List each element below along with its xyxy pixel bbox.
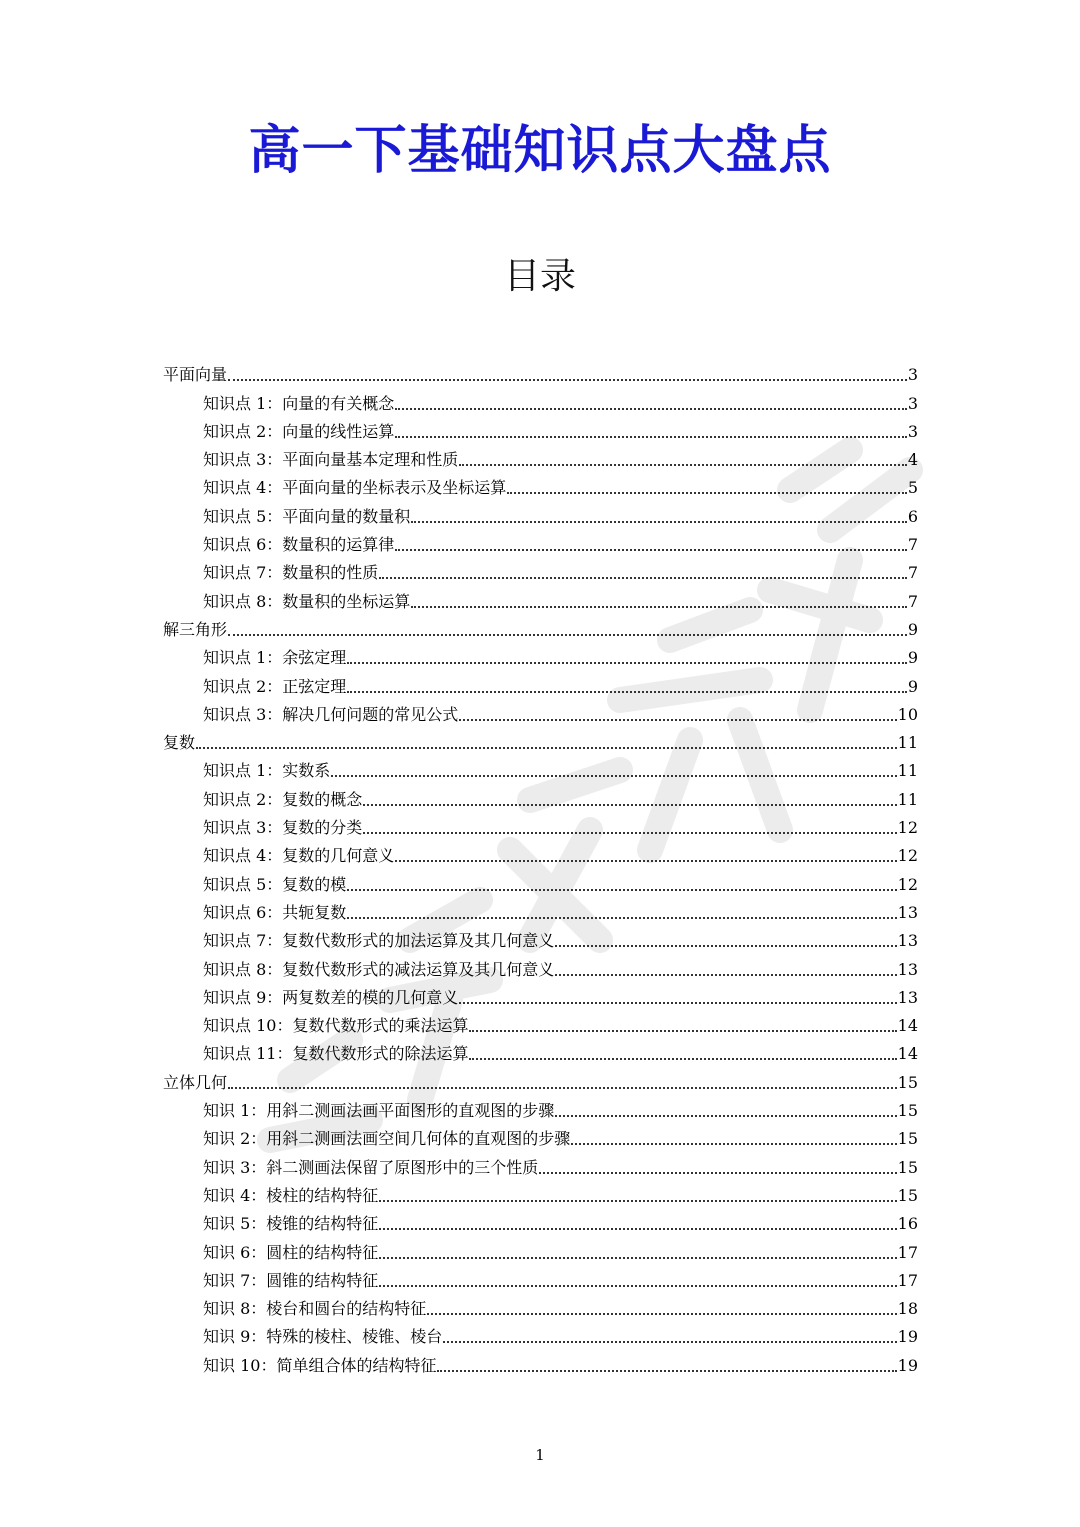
toc-entry-label: 知识点 5：平面向量的数量积 xyxy=(203,506,411,526)
toc-entry-label: 知识点 8：复数代数形式的减法运算及其几何意义 xyxy=(203,959,555,979)
toc-subsection-entry[interactable] xyxy=(163,470,918,498)
toc-subsection-entry[interactable] xyxy=(163,1206,918,1234)
toc-dot-leader xyxy=(379,1200,896,1202)
toc-dot-leader xyxy=(395,436,907,438)
toc-dot-leader xyxy=(437,1370,896,1372)
toc-dot-leader xyxy=(411,606,907,608)
toc-section-entry[interactable] xyxy=(163,357,918,385)
toc-entry-label: 复数 xyxy=(163,733,196,753)
toc-section-entry[interactable] xyxy=(163,725,918,753)
toc-subsection-entry[interactable] xyxy=(163,923,918,951)
toc-entry-label: 知识 1：用斜二测画法画平面图形的直观图的步骤 xyxy=(203,1101,555,1121)
toc-entry-label: 知识点 2：向量的线性运算 xyxy=(203,421,395,441)
toc-subsection-entry[interactable] xyxy=(163,753,918,781)
toc-subsection-entry[interactable] xyxy=(163,1347,918,1375)
toc-entry-page: 4 xyxy=(907,450,918,470)
toc-entry-label: 立体几何 xyxy=(163,1072,228,1092)
toc-entry-label: 知识 7：圆锥的结构特征 xyxy=(203,1270,379,1290)
toc-entry-label: 知识点 7：复数代数形式的加法运算及其几何意义 xyxy=(203,931,555,951)
toc-entry-label: 知识 8：棱台和圆台的结构特征 xyxy=(203,1299,427,1319)
toc-dot-leader xyxy=(395,860,896,862)
toc-subsection-entry[interactable] xyxy=(163,385,918,413)
toc-subsection-entry[interactable] xyxy=(163,442,918,470)
toc-entry-page: 14 xyxy=(897,1016,918,1036)
toc-subsection-entry[interactable] xyxy=(163,1263,918,1291)
toc-entry-label: 知识 10：简单组合体的结构特征 xyxy=(203,1355,437,1375)
toc-entry-page: 7 xyxy=(907,563,918,583)
toc-entry-label: 知识点 11：复数代数形式的除法运算 xyxy=(203,1044,469,1064)
table-of-contents xyxy=(163,357,918,1376)
toc-entry-label: 知识点 1：向量的有关概念 xyxy=(203,393,395,413)
toc-entry-page: 18 xyxy=(897,1299,918,1319)
toc-entry-label: 解三角形 xyxy=(163,619,228,639)
toc-entry-label: 知识点 3：平面向量基本定理和性质 xyxy=(203,450,459,470)
toc-dot-leader xyxy=(363,804,896,806)
toc-dot-leader xyxy=(379,1285,896,1287)
toc-subsection-entry[interactable] xyxy=(163,498,918,526)
toc-entry-label: 知识 5：棱锥的结构特征 xyxy=(203,1214,379,1234)
toc-subsection-entry[interactable] xyxy=(163,781,918,809)
toc-dot-leader xyxy=(459,719,896,721)
toc-entry-label: 知识 4：棱柱的结构特征 xyxy=(203,1185,379,1205)
toc-entry-label: 知识点 1：余弦定理 xyxy=(203,648,347,668)
toc-entry-label: 知识 9：特殊的棱柱、棱锥、棱台 xyxy=(203,1327,443,1347)
toc-dot-leader xyxy=(459,464,907,466)
toc-dot-leader xyxy=(228,634,907,636)
toc-entry-page: 3 xyxy=(907,421,918,441)
toc-entry-page: 12 xyxy=(897,818,918,838)
toc-subsection-entry[interactable] xyxy=(163,668,918,696)
toc-subsection-entry[interactable] xyxy=(163,1121,918,1149)
toc-entry-page: 9 xyxy=(907,619,918,639)
toc-entry-page: 15 xyxy=(897,1185,918,1205)
toc-dot-leader xyxy=(411,521,907,523)
toc-entry-page: 5 xyxy=(907,478,918,498)
toc-subsection-entry[interactable] xyxy=(163,1291,918,1319)
toc-dot-leader xyxy=(395,408,907,410)
toc-entry-page: 12 xyxy=(897,846,918,866)
toc-entry-page: 19 xyxy=(897,1327,918,1347)
toc-dot-leader xyxy=(331,775,896,777)
toc-subsection-entry[interactable] xyxy=(163,951,918,979)
toc-entry-label: 知识点 2：正弦定理 xyxy=(203,676,347,696)
toc-dot-leader xyxy=(555,974,896,976)
toc-dot-leader xyxy=(363,832,896,834)
toc-entry-label: 知识点 10：复数代数形式的乘法运算 xyxy=(203,1016,469,1036)
toc-entry-label: 知识点 2：复数的概念 xyxy=(203,789,363,809)
toc-entry-label: 知识点 6：数量积的运算律 xyxy=(203,535,395,555)
toc-entry-label: 平面向量 xyxy=(163,365,228,385)
toc-entry-page: 17 xyxy=(897,1270,918,1290)
toc-subsection-entry[interactable] xyxy=(163,980,918,1008)
toc-entry-page: 7 xyxy=(907,591,918,611)
toc-entry-page: 15 xyxy=(897,1157,918,1177)
toc-dot-leader xyxy=(469,1030,896,1032)
toc-subsection-entry[interactable] xyxy=(163,1149,918,1177)
toc-entry-page: 15 xyxy=(897,1101,918,1121)
toc-dot-leader xyxy=(379,1228,896,1230)
toc-subsection-entry[interactable] xyxy=(163,414,918,442)
toc-entry-label: 知识点 3：解决几何问题的常见公式 xyxy=(203,704,459,724)
toc-dot-leader xyxy=(347,917,896,919)
toc-dot-leader xyxy=(347,691,907,693)
toc-dot-leader xyxy=(379,577,907,579)
toc-entry-page: 6 xyxy=(907,506,918,526)
page-number: 1 xyxy=(535,1446,545,1464)
toc-entry-label: 知识点 4：复数的几何意义 xyxy=(203,846,395,866)
toc-entry-page: 11 xyxy=(897,789,918,809)
toc-dot-leader xyxy=(459,1002,896,1004)
toc-section-entry[interactable] xyxy=(163,1064,918,1092)
toc-entry-label: 知识 2：用斜二测画法画空间几何体的直观图的步骤 xyxy=(203,1129,571,1149)
toc-subsection-entry[interactable] xyxy=(163,697,918,725)
toc-dot-leader xyxy=(427,1313,896,1315)
toc-subsection-entry[interactable] xyxy=(163,555,918,583)
toc-dot-leader xyxy=(555,945,896,947)
toc-entry-page: 19 xyxy=(897,1355,918,1375)
toc-subsection-entry[interactable] xyxy=(163,527,918,555)
toc-entry-page: 13 xyxy=(897,902,918,922)
toc-entry-page: 3 xyxy=(907,393,918,413)
toc-subsection-entry[interactable] xyxy=(163,810,918,838)
toc-entry-page: 12 xyxy=(897,874,918,894)
toc-entry-page: 13 xyxy=(897,931,918,951)
toc-dot-leader xyxy=(347,662,907,664)
toc-entry-page: 15 xyxy=(897,1129,918,1149)
toc-subsection-entry[interactable] xyxy=(163,1178,918,1206)
toc-entry-page: 10 xyxy=(897,704,918,724)
toc-subsection-entry[interactable] xyxy=(163,1008,918,1036)
toc-section-entry[interactable] xyxy=(163,612,918,640)
toc-entry-page: 3 xyxy=(907,365,918,385)
toc-entry-page: 13 xyxy=(897,987,918,1007)
toc-entry-label: 知识点 8：数量积的坐标运算 xyxy=(203,591,411,611)
toc-entry-page: 11 xyxy=(897,761,918,781)
toc-dot-leader xyxy=(469,1058,896,1060)
toc-entry-label: 知识点 6：共轭复数 xyxy=(203,902,347,922)
toc-entry-page: 9 xyxy=(907,676,918,696)
toc-entry-page: 15 xyxy=(897,1072,918,1092)
toc-subsection-entry[interactable] xyxy=(163,895,918,923)
toc-subsection-entry[interactable] xyxy=(163,838,918,866)
toc-dot-leader xyxy=(347,889,896,891)
toc-entry-label: 知识点 9：两复数差的模的几何意义 xyxy=(203,987,459,1007)
toc-dot-leader xyxy=(507,492,907,494)
toc-entry-page: 7 xyxy=(907,535,918,555)
toc-dot-leader xyxy=(443,1341,896,1343)
toc-subsection-entry[interactable] xyxy=(163,640,918,668)
toc-dot-leader xyxy=(539,1172,896,1174)
toc-dot-leader xyxy=(196,747,897,749)
toc-dot-leader xyxy=(395,549,907,551)
toc-entry-page: 14 xyxy=(897,1044,918,1064)
toc-dot-leader xyxy=(228,379,907,381)
toc-entry-label: 知识点 3：复数的分类 xyxy=(203,818,363,838)
toc-entry-label: 知识 6：圆柱的结构特征 xyxy=(203,1242,379,1262)
toc-entry-page: 11 xyxy=(897,733,918,753)
toc-dot-leader xyxy=(228,1087,897,1089)
toc-dot-leader xyxy=(379,1257,896,1259)
toc-entry-label: 知识 3：斜二测画法保留了原图形中的三个性质 xyxy=(203,1157,539,1177)
toc-entry-page: 9 xyxy=(907,648,918,668)
document-title: 高一下基础知识点大盘点 xyxy=(248,121,832,181)
toc-subsection-entry[interactable] xyxy=(163,1036,918,1064)
toc-entry-label: 知识点 4：平面向量的坐标表示及坐标运算 xyxy=(203,478,507,498)
toc-subsection-entry[interactable] xyxy=(163,1093,918,1121)
toc-subsection-entry[interactable] xyxy=(163,866,918,894)
toc-dot-leader xyxy=(571,1143,896,1145)
toc-entry-page: 17 xyxy=(897,1242,918,1262)
toc-entry-page: 13 xyxy=(897,959,918,979)
toc-subsection-entry[interactable] xyxy=(163,1234,918,1262)
toc-entry-label: 知识点 1：实数系 xyxy=(203,761,331,781)
toc-entry-page: 16 xyxy=(897,1214,918,1234)
toc-entry-label: 知识点 5：复数的模 xyxy=(203,874,347,894)
toc-heading: 目录 xyxy=(503,256,576,297)
toc-subsection-entry[interactable] xyxy=(163,1319,918,1347)
toc-subsection-entry[interactable] xyxy=(163,583,918,611)
toc-dot-leader xyxy=(555,1115,896,1117)
toc-entry-label: 知识点 7：数量积的性质 xyxy=(203,563,379,583)
